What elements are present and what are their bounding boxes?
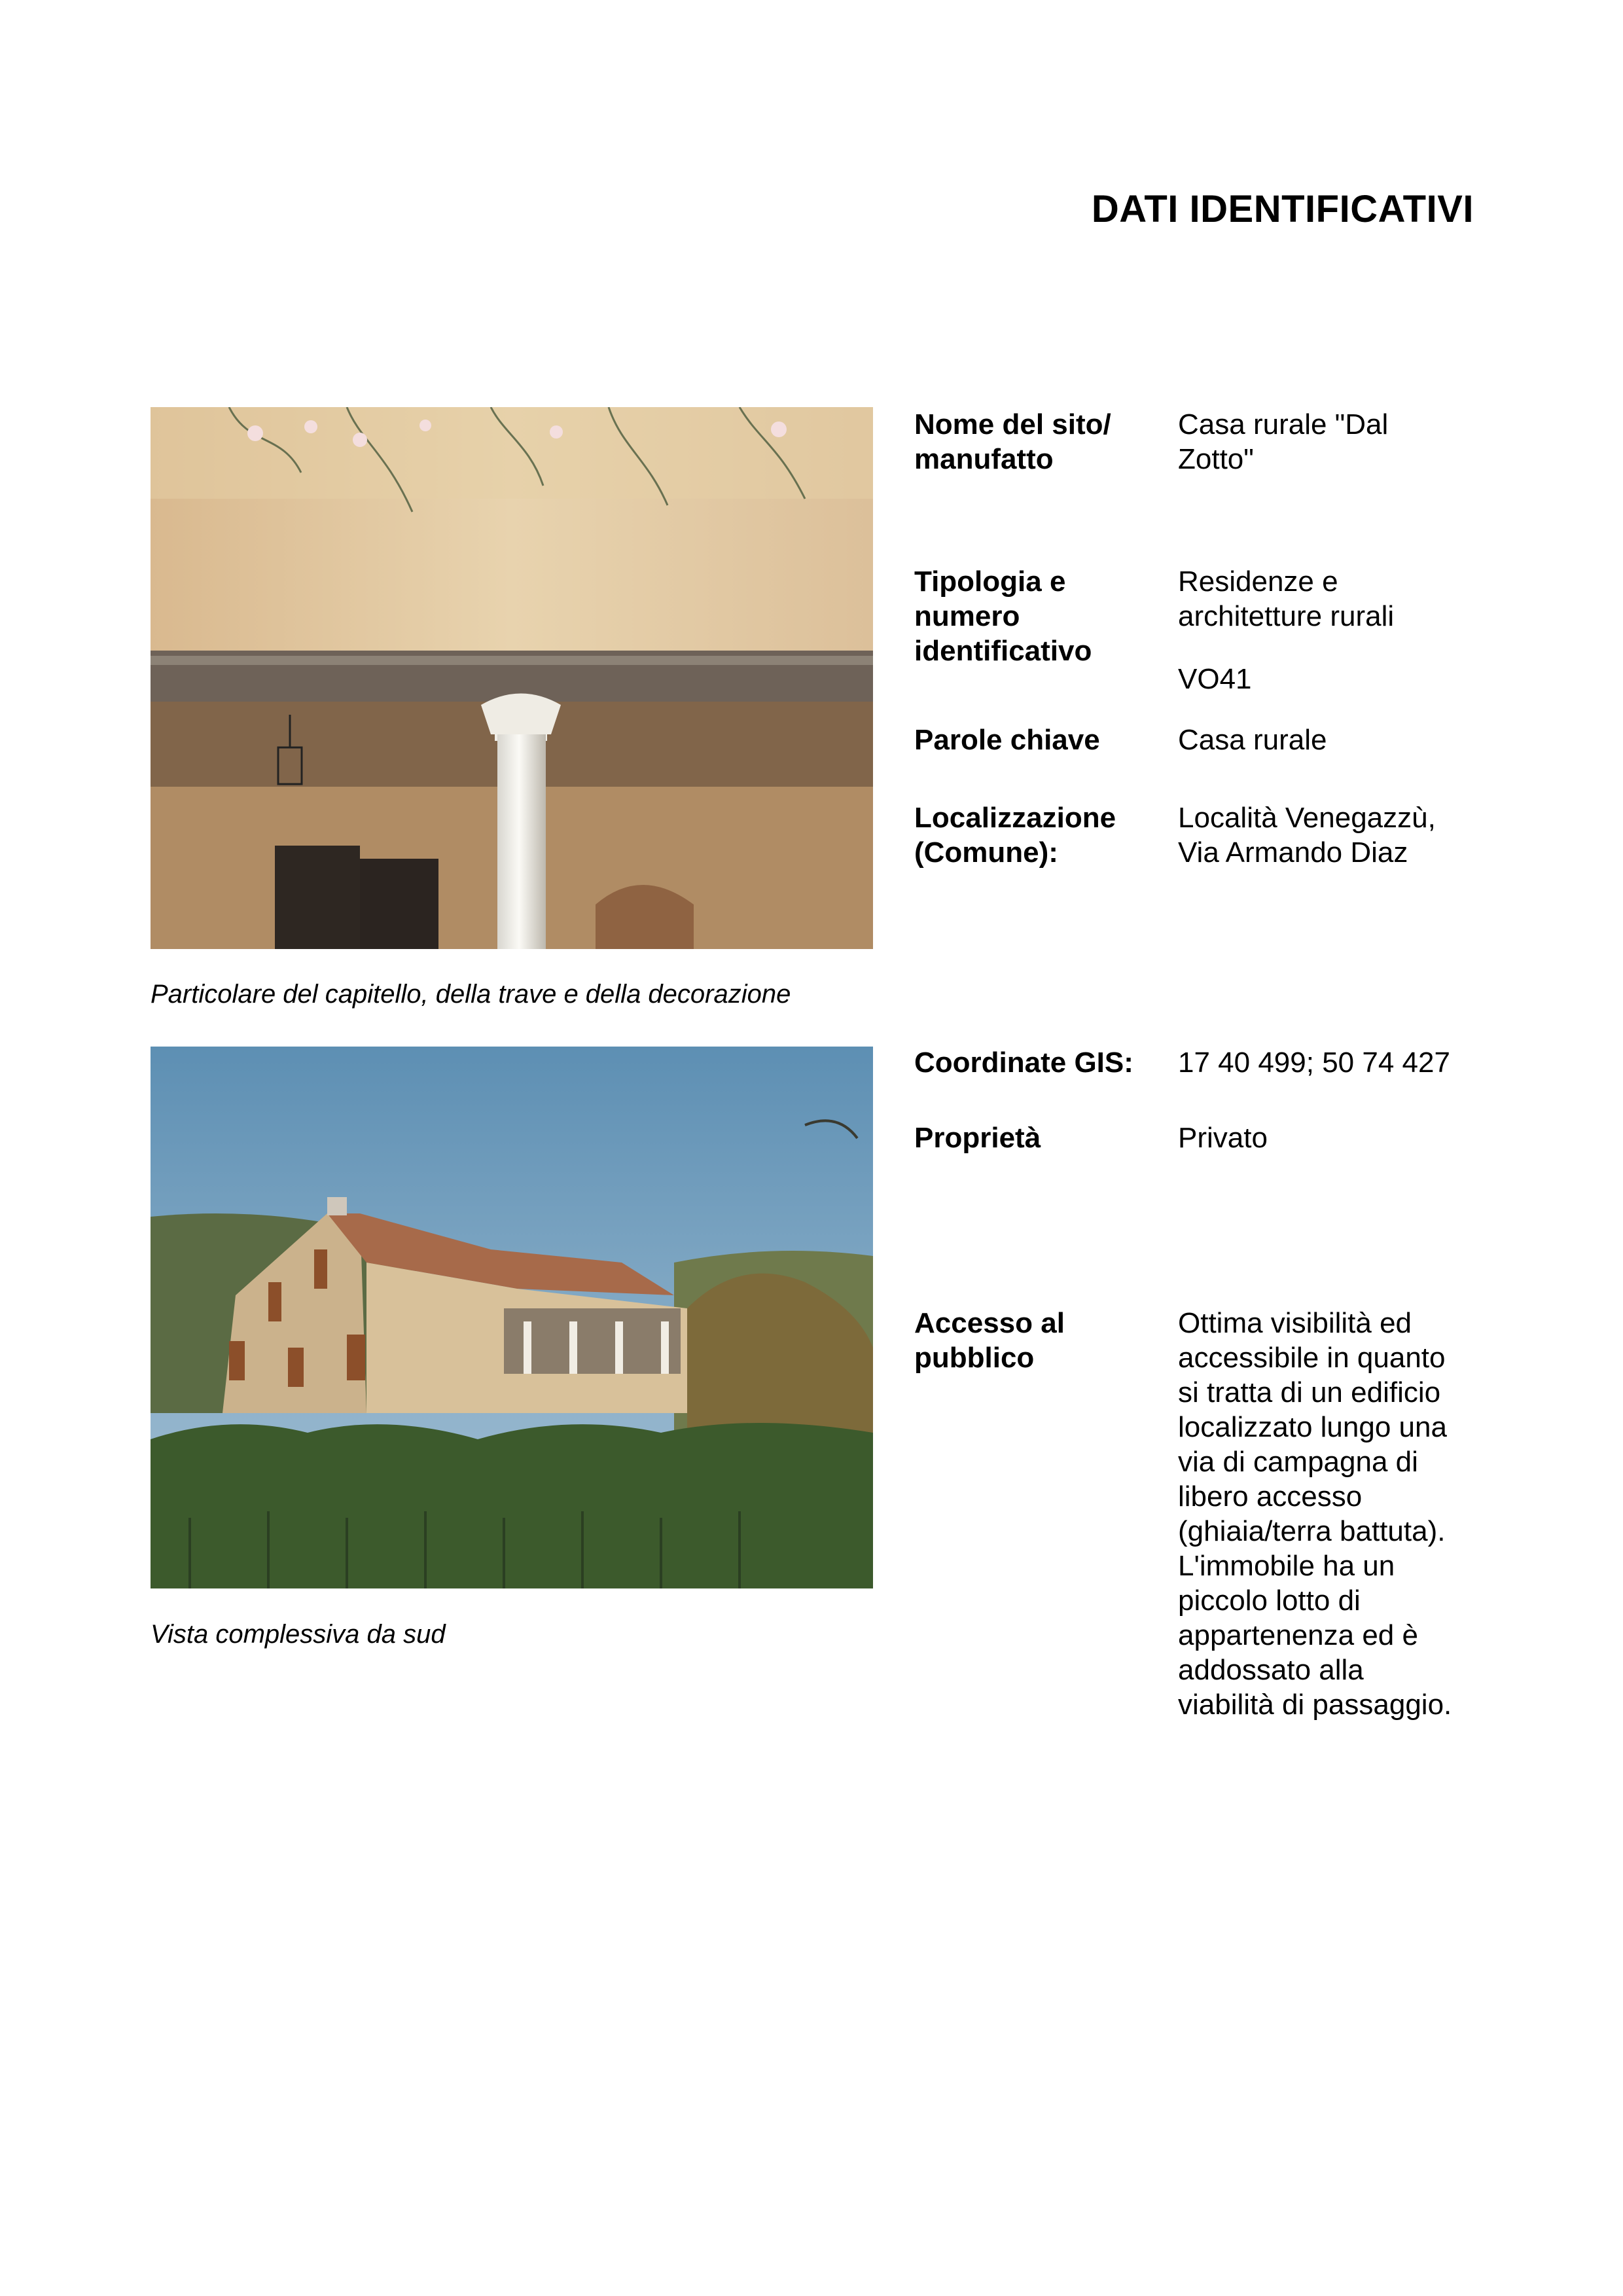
- photo-south-view: [151, 1047, 873, 1588]
- field-value-localizzazione: Località Venegazzù, Via Armando Diaz: [1178, 802, 1436, 869]
- field-label-tipologia: Tipologia e numero identificativo: [914, 565, 1092, 667]
- page-title: DATI IDENTIFICATIVI: [1091, 188, 1474, 230]
- photo-caption: Vista complessiva da sud: [151, 1620, 446, 1649]
- field-value-accesso: Ottima visibilità ed accessibile in quanto si tratta di un edificio localizzato lungo una via di campagna di libero accesso (ghiaia/terra battuta). L'immobile ha un piccolo lotto di appartenenza ed è addossato alla viabilità di passaggio.: [1178, 1307, 1452, 1721]
- field-label-nome: Nome del sito/ manufatto: [914, 408, 1111, 475]
- field-label-parole: Parole chiave: [914, 724, 1100, 756]
- field-label-localizzazione: Localizzazione (Comune):: [914, 802, 1116, 869]
- field-label-accesso: Accesso al pubblico: [914, 1307, 1065, 1374]
- field-value-parole: Casa rurale: [1178, 724, 1327, 756]
- photo-capital-detail: [151, 407, 873, 949]
- field-value-proprieta: Privato: [1178, 1122, 1268, 1154]
- field-value-codice: VO41: [1178, 663, 1252, 695]
- field-value-nome: Casa rurale "Dal Zotto": [1178, 408, 1389, 475]
- field-value-tipologia: Residenze e architetture rurali: [1178, 565, 1395, 632]
- field-label-proprieta: Proprietà: [914, 1122, 1041, 1154]
- field-value-coordinate: 17 40 499; 50 74 427: [1178, 1047, 1450, 1079]
- photo-caption: Particolare del capitello, della trave e della decorazione: [151, 980, 791, 1009]
- field-label-coordinate: Coordinate GIS:: [914, 1047, 1133, 1079]
